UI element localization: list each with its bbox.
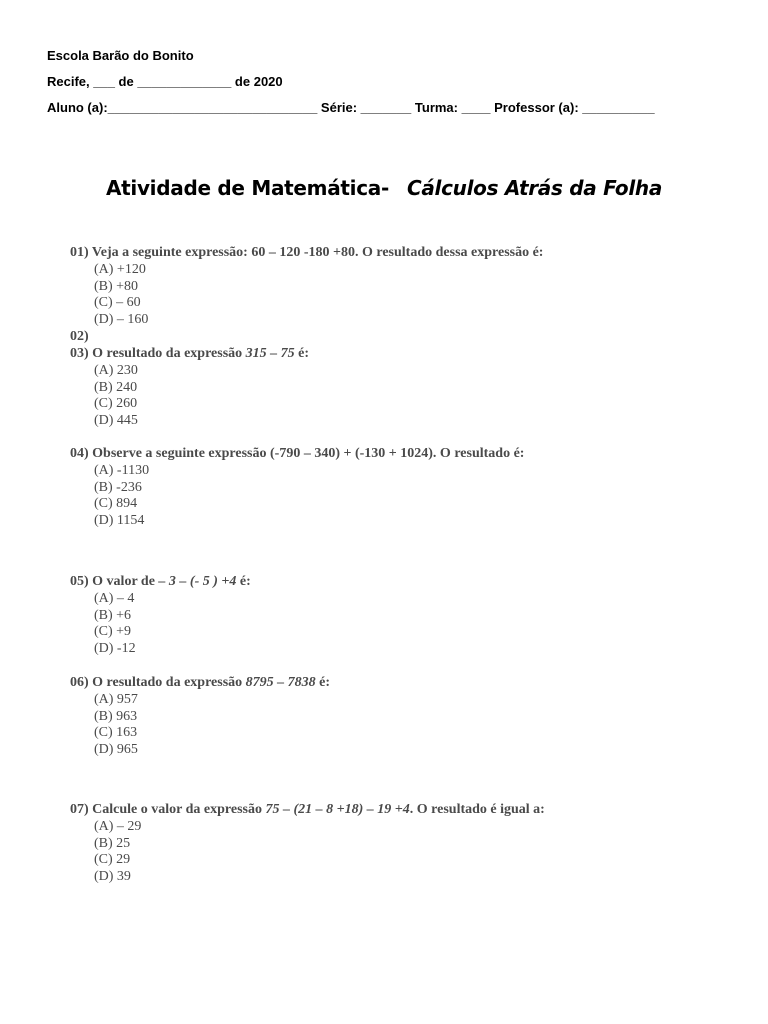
- question-text: 05) O valor de – 3 – (- 5 ) +4 é:: [70, 574, 251, 589]
- page-title: [0, 176, 768, 200]
- date-line: Recife, ___ de _____________ de 2020: [47, 74, 283, 89]
- question-text: 06) O resultado da expressão 8795 – 7838 é:: [70, 675, 331, 690]
- student-info-line: Aluno (a):_____________________________ Série: _______ Turma: ____ Professor (a): __________: [47, 100, 655, 115]
- question-02: [70, 329, 89, 346]
- option-c: (C) 894: [94, 496, 138, 512]
- option-a: (A) – 29: [94, 818, 142, 834]
- option-c: (C) – 60: [94, 295, 141, 311]
- option-d: (D) -12: [94, 641, 136, 657]
- question-text: 07) Calcule o valor da expressão 75 – (21 – 8 +18) – 19 +4. O resultado é igual a:: [70, 802, 545, 817]
- question-07: [70, 802, 545, 886]
- option-d: (D) 1154: [94, 513, 145, 529]
- option-b: (B) +6: [94, 607, 132, 623]
- option-d: (D) 965: [94, 742, 138, 758]
- question-05: [70, 574, 251, 658]
- option-c: (C) 163: [94, 725, 138, 741]
- option-a: (A) – 4: [94, 590, 135, 606]
- option-c: (C) 29: [94, 852, 131, 868]
- option-d: (D) – 160: [94, 312, 149, 328]
- option-b: (B) -236: [94, 479, 142, 495]
- title-subtitle: Cálculos Atrás da Folha: [406, 176, 663, 200]
- option-d: (D) 445: [94, 413, 138, 429]
- title-main: Atividade de Matemática-: [105, 176, 389, 200]
- question-03: [70, 346, 309, 430]
- option-a: (A) 957: [94, 691, 138, 707]
- option-a: (A) 230: [94, 362, 138, 378]
- option-c: (C) 260: [94, 396, 138, 412]
- question-06: [70, 675, 330, 759]
- document-header: [47, 43, 655, 121]
- question-text: 01) Veja a seguinte expressão: 60 – 120 -180 +80. O resultado dessa expressão é:: [70, 245, 544, 260]
- question-04: [70, 446, 524, 530]
- option-b: (B) 25: [94, 835, 131, 851]
- option-c: (C) +9: [94, 624, 132, 640]
- option-a: (A) +120: [94, 261, 146, 277]
- option-b: (B) +80: [94, 278, 139, 294]
- school-name: Escola Barão do Bonito: [47, 48, 194, 63]
- option-d: (D) 39: [94, 869, 131, 885]
- option-a: (A) -1130: [94, 462, 150, 478]
- question-01: [70, 245, 543, 329]
- question-text: 03) O resultado da expressão 315 – 75 é:: [70, 346, 310, 361]
- question-text: 02): [70, 329, 89, 344]
- question-text: 04) Observe a seguinte expressão (-790 – 340) + (-130 + 1024). O resultado é:: [70, 446, 525, 461]
- option-b: (B) 240: [94, 379, 138, 395]
- option-b: (B) 963: [94, 708, 138, 724]
